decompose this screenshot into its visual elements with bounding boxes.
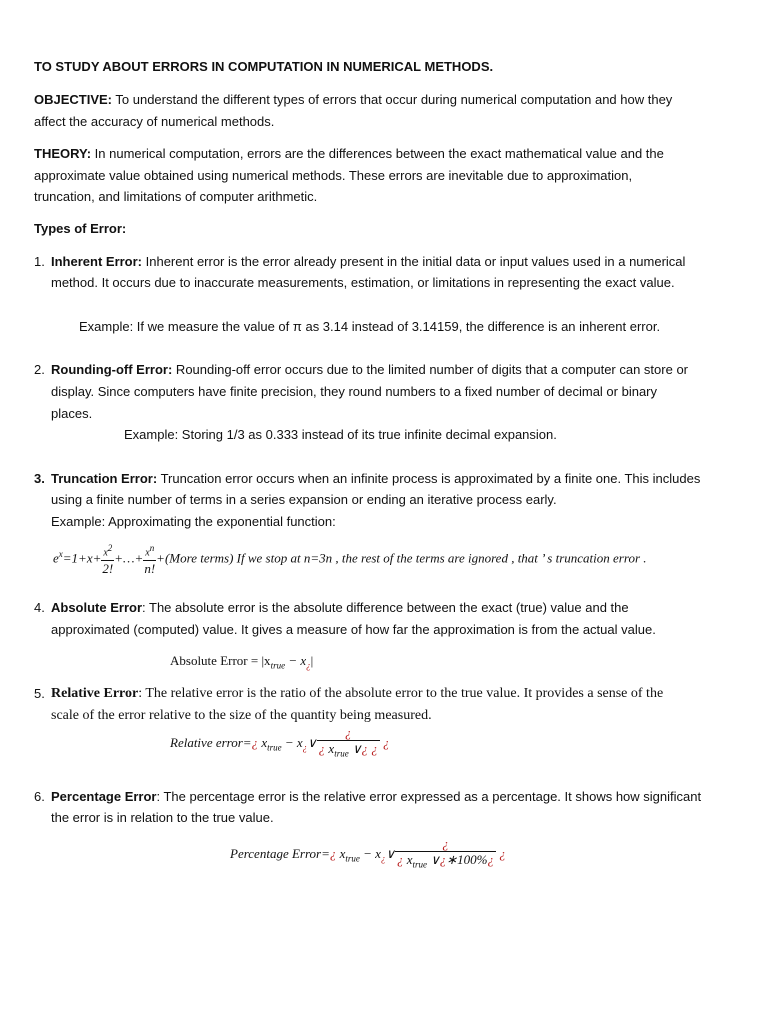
theory-paragraph	[34, 144, 664, 164]
item-text: : The percentage error is the relative error expressed as a percentage. It shows how significant	[156, 789, 702, 804]
list-number: 4.	[34, 600, 45, 615]
item-text: : The relative error is the ratio of the absolute error to the true value. It provides a sense of the	[138, 686, 664, 701]
objective-paragraph	[34, 90, 672, 110]
taylor-series-formula: $e^x=1+x+$ $\frac{x^2}{2!}$ +…+ $\frac{x^n}{n!}$ +(More terms) If we stop at n=3n , the rest of the terms are ignored , that ’ s truncation error .	[53, 543, 647, 576]
absolute-error-formula: Absolute Error = $|x_{true} - x_¿|$	[170, 653, 314, 671]
list-number: 5.	[34, 686, 45, 701]
item-label: Rounding-off Error:	[51, 362, 173, 377]
formula-tail: (More terms) If we stop at n=3n , the rest of the terms are ignored , that ’ s truncation error .	[164, 550, 647, 566]
item-text: method. It occurs due to inaccurate measurements, estimation, or limitations in representing the exact value.	[51, 275, 675, 290]
list-item	[51, 598, 629, 618]
list-item	[51, 360, 688, 380]
item-text: display. Since computers have finite precision, they round numbers to a fixed number of decimal or binary	[51, 384, 658, 399]
list-number: 6.	[34, 789, 45, 804]
objective-text-2: affect the accuracy of numerical methods.	[34, 114, 275, 129]
item-text: the error is in relation to the true value.	[51, 810, 274, 825]
item-label: Truncation Error:	[51, 471, 158, 486]
theory-text-3: truncation, and limitations of computer arithmetic.	[34, 189, 318, 204]
formula-text: Absolute Error = |x	[170, 653, 271, 668]
relative-error-formula: Relative error=¿ $x_{true}$ − $x_¿\vee$ ¿ ¿ $x_{true}$ ∨¿ ¿ ¿	[170, 725, 389, 766]
item-text: places.	[51, 406, 93, 421]
item-label: Inherent Error:	[51, 254, 143, 269]
formula-text: Relative error=	[170, 735, 252, 750]
list-item	[51, 469, 700, 489]
list-number: 3.	[34, 471, 45, 486]
objective-text-1: To understand the different types of errors that occur during numerical computation and how they	[112, 92, 673, 107]
item-text: approximated (computed) value. It gives a measure of how far the approximation is from the actual value.	[51, 622, 656, 637]
objective-label: OBJECTIVE:	[34, 92, 113, 107]
item-label: Percentage Error	[51, 789, 157, 804]
item-text: Rounding-off error occurs due to the limited number of digits that a computer can store or	[172, 362, 689, 377]
item-example: Example: Approximating the exponential function:	[51, 514, 336, 529]
list-item	[51, 252, 685, 272]
theory-label: THEORY:	[34, 146, 92, 161]
theory-text-1: In numerical computation, errors are the differences between the exact mathematical value and the	[91, 146, 664, 161]
document-title: TO STUDY ABOUT ERRORS IN COMPUTATION IN NUMERICAL METHODS.	[34, 59, 494, 74]
item-text: : The absolute error is the absolute difference between the exact (true) value and the	[142, 600, 629, 615]
list-item	[51, 684, 663, 704]
types-heading: Types of Error:	[34, 221, 127, 236]
list-number: 2.	[34, 362, 45, 377]
item-text: scale of the error relative to the size of the quantity being measured.	[51, 708, 432, 723]
item-text: Truncation error occurs when an infinite process is approximated by a finite one. This includes	[157, 471, 701, 486]
item-label: Absolute Error	[51, 600, 143, 615]
list-number: 1.	[34, 254, 45, 269]
item-text: using a finite number of terms in a series expansion or ending an iterative process early.	[51, 492, 557, 507]
item-example: Example: Storing 1/3 as 0.333 instead of its true infinite decimal expansion.	[124, 427, 557, 442]
theory-text-2: approximate value obtained using numerical methods. These errors are inevitable due to approximation,	[34, 168, 633, 183]
item-example: Example: If we measure the value of π as 3.14 instead of 3.14159, the difference is an inherent error.	[79, 319, 661, 334]
item-label: Relative Error	[51, 686, 139, 701]
formula-text: Percentage Error=	[230, 846, 330, 861]
list-item	[51, 787, 701, 807]
percentage-error-formula: Percentage Error=¿ $x_{true}$ − $x_¿\vee$ ¿ ¿ $x_{true}$ ∨¿∗100%¿ ¿	[230, 836, 506, 877]
item-text: Inherent error is the error already present in the initial data or input values used in a numerical	[142, 254, 686, 269]
